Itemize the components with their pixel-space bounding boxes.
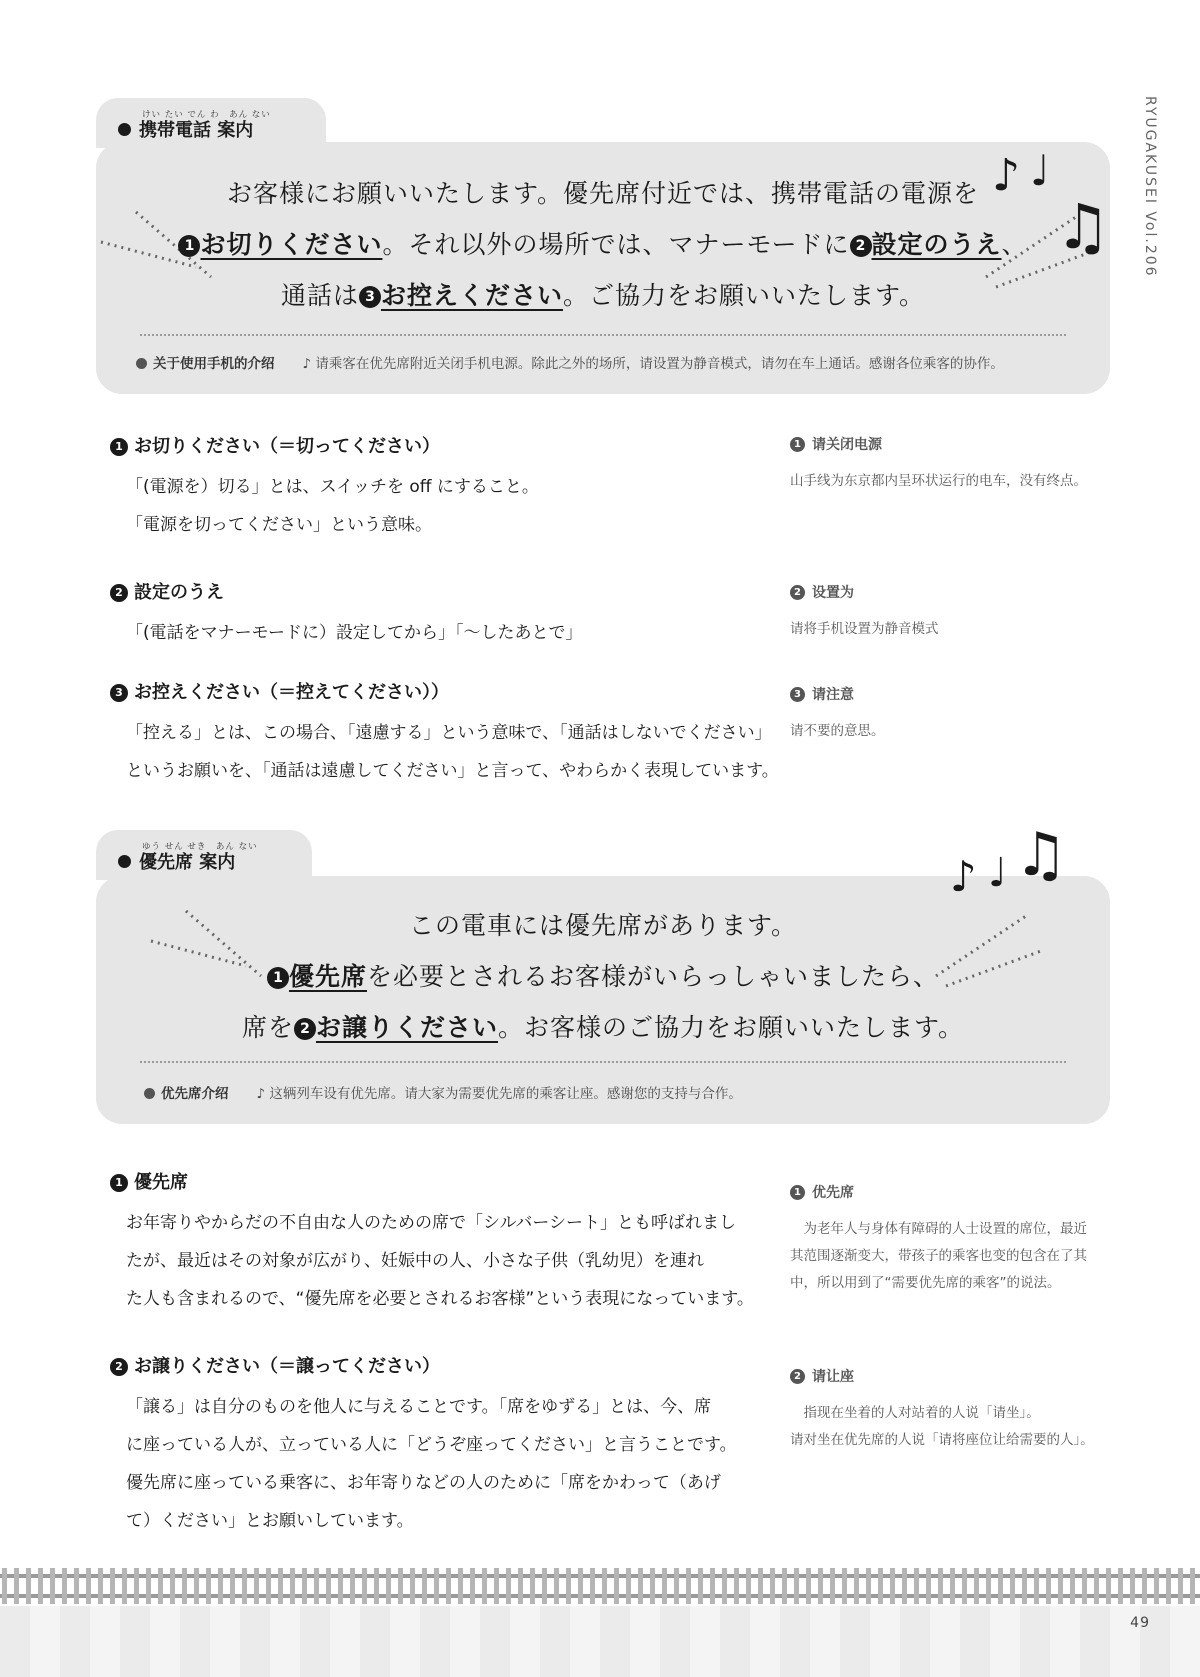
side-note-heading: [790, 684, 1110, 704]
quarter-note-icon: ♩: [1030, 146, 1050, 195]
entry-heading-text: お切りください（＝切ってください）: [134, 436, 440, 457]
entry-heading: [110, 1352, 790, 1378]
side-note-heading: [790, 582, 1110, 602]
number-badge: 3: [359, 286, 381, 308]
section2-tab-ruby: ゆう せん せき あん ない: [142, 842, 258, 852]
entry-body-line: に座っている人が、立っている人に「どうぞ座ってください」と言うことです。: [126, 1435, 737, 1455]
dotted-divider: [140, 1061, 1066, 1063]
side-note-body: [790, 718, 1110, 745]
number-badge: 2: [790, 1369, 805, 1384]
cn-note-label: 关于使用手机的介绍: [153, 356, 275, 372]
number-badge: 1: [110, 438, 128, 456]
entry-heading: [110, 678, 790, 704]
side-note-heading-text: 请关闭电源: [812, 437, 882, 453]
keyword-ohikae: お控えください: [380, 281, 563, 310]
entry-body: [110, 1204, 790, 1318]
keyword-yusenseki: 優先席: [288, 962, 367, 991]
eighth-note-icon: ♪: [950, 852, 977, 901]
announcement-line: [96, 951, 1110, 1002]
railway-track-decoration: [0, 1568, 1200, 1677]
section1-announcement-text: [96, 168, 1110, 321]
number-badge: 1: [790, 437, 805, 452]
entry-heading: [110, 1168, 790, 1194]
side-note-body: [790, 1400, 1110, 1454]
side-note-2-2: [790, 1366, 1110, 1454]
section1-cn-note: [136, 352, 1004, 372]
side-note-line: 指现在坐着的人对站着的人说「请坐」。: [803, 1405, 1040, 1421]
announcement-line-text: 席を: [241, 1013, 294, 1042]
announcement-line-text: この電車には優先席があります。: [408, 911, 797, 940]
number-badge: 1: [267, 967, 289, 989]
announcement-line: [96, 270, 1110, 321]
entry-body-line: て）ください」とお願いしています。: [126, 1511, 414, 1531]
keyword-oyuzuri: お譲りください: [315, 1013, 498, 1042]
beamed-notes-icon: ♫: [1014, 820, 1068, 890]
side-note-2-1: [790, 1182, 1110, 1297]
side-note-line: 为老年人与身体有障碍的人士设置的席位，最近: [803, 1221, 1087, 1237]
number-badge: 2: [850, 235, 872, 257]
number-badge: 2: [110, 584, 128, 602]
bullet-icon: [118, 123, 131, 136]
entry-1-1: [110, 432, 790, 544]
entry-body-line: 「(電話をマナーモードに）設定してから」「～したあとで」: [126, 623, 583, 643]
beamed-notes-icon: ♫: [1055, 190, 1111, 263]
entry-body: [110, 468, 790, 544]
side-note-1-3: [790, 684, 1110, 745]
announcement-line-text: を必要とされるお客様がいらっしゃいましたら、: [367, 962, 940, 991]
entry-1-2: [110, 578, 790, 652]
number-badge: 3: [790, 687, 805, 702]
number-badge: 1: [178, 235, 200, 257]
bullet-icon: [144, 1088, 155, 1099]
section1-title: 携帯電話 案内: [139, 120, 254, 141]
side-note-heading-text: 请注意: [812, 687, 854, 703]
section2-announcement-box: [96, 876, 1110, 1124]
side-note-heading-text: 请让座: [812, 1369, 854, 1385]
side-note-body: [790, 1216, 1110, 1297]
announcement-line: [96, 1002, 1110, 1053]
page-number: 49: [1130, 1615, 1150, 1631]
side-note-line: 请将手机设置为静音模式: [790, 621, 939, 637]
side-note-heading: [790, 1182, 1110, 1202]
keyword-oskiri: お切りください: [200, 230, 383, 259]
entry-body-line: 優先席に座っている乗客に、お年寄りなどの人のために「席をかわって（あげ: [126, 1473, 721, 1493]
entry-body-line: 「譲る」は自分のものを他人に与えることです。「席をゆずる」とは、今、席: [126, 1397, 712, 1417]
announcement-line-text: 。お客様のご協力をお願いいたします。: [498, 1013, 965, 1042]
entry-heading-text: お控えください（＝控えてください））: [134, 682, 449, 703]
section1-announcement-box: [96, 142, 1110, 394]
entry-body-line: 「(電源を）切る」とは、スイッチを off にすること。: [126, 477, 539, 497]
entry-1-3: [110, 678, 790, 790]
entry-body: [110, 1388, 790, 1540]
eighth-note-icon: ♪: [992, 150, 1021, 201]
quarter-note-icon: ♩: [988, 850, 1007, 896]
entry-heading: [110, 578, 790, 604]
entry-body-line: た人も含まれるので、“優先席を必要とされるお客様”という表現になっています。: [126, 1289, 754, 1309]
announcement-line-text: 。それ以外の場所では、マナーモードに: [382, 230, 850, 259]
number-badge: 2: [294, 1018, 316, 1040]
number-badge: 2: [110, 1358, 128, 1376]
side-note-line: 山手线为东京都内呈环状运行的电车，没有终点。: [790, 473, 1087, 489]
number-badge: 3: [110, 684, 128, 702]
section1-tab: [96, 98, 326, 148]
side-note-line: 其范围逐渐变大，带孩子的乘客也变的包含在了其: [790, 1248, 1087, 1264]
entry-body-line: たが、最近はその対象が広がり、妊娠中の人、小さな子供（乳幼児）を連れ: [126, 1251, 704, 1271]
entry-heading-text: 設定のうえ: [134, 582, 224, 603]
cn-note-text: ♪ 请乘客在优先席附近关闭手机电源。除此之外的场所，请设置为静音模式，请勿在车上通话。感谢各位乘客的协作。: [302, 356, 1004, 372]
section2-announcement-text: [96, 900, 1110, 1053]
entry-body-line: 「電源を切ってください」という意味。: [126, 515, 432, 535]
section2-tab: [96, 830, 312, 880]
entry-body-line: 「控える」とは、この場合、「遠慮する」という意味で、「通話はしないでください」: [126, 723, 772, 743]
number-badge: 2: [790, 585, 805, 600]
side-note-heading: [790, 434, 1110, 454]
entry-2-1: [110, 1168, 790, 1318]
side-note-heading-text: 优先席: [812, 1185, 854, 1201]
side-note-heading-text: 设置为: [812, 585, 854, 601]
keyword-settei: 設定のうえ: [871, 230, 1002, 259]
entry-body-line: お年寄りやからだの不自由な人のための席で「シルバーシート」とも呼ばれまし: [126, 1213, 737, 1233]
number-badge: 1: [790, 1185, 805, 1200]
side-note-body: [790, 468, 1110, 495]
entry-2-2: [110, 1352, 790, 1540]
dotted-divider: [140, 334, 1066, 336]
side-note-1-2: [790, 582, 1110, 643]
section1-tab-ruby: けい たい でん わ あん ない: [142, 110, 271, 120]
announcement-line-text: 通話は: [280, 281, 359, 310]
side-note-line: 中，所以用到了“需要优先席的乘客”的说法。: [790, 1275, 1061, 1291]
side-note-1-1: [790, 434, 1110, 495]
bullet-icon: [118, 855, 131, 868]
announcement-line: [96, 219, 1110, 270]
entry-body: [110, 614, 790, 652]
bullet-icon: [136, 358, 147, 369]
announcement-line-text: お客様にお願いいたします。優先席付近では、携帯電話の電源を: [226, 179, 979, 208]
section2-title: 優先席 案内: [139, 852, 236, 873]
side-note-line: 请对坐在优先席的人说「请将座位让给需要的人」。: [790, 1432, 1094, 1448]
entry-heading-text: 優先席: [134, 1172, 188, 1193]
entry-body: [110, 714, 790, 790]
side-note-line: 请不要的意思。: [790, 723, 885, 739]
cn-note-text: ♪ 这辆列车设有优先席。请大家为需要优先席的乘客让座。感谢您的支持与合作。: [256, 1086, 742, 1102]
announcement-line-text: 。ご協力をお願いいたします。: [563, 281, 926, 310]
side-note-heading: [790, 1366, 1110, 1386]
magazine-vertical-title: RYUGAKUSEI Vol.206: [1142, 96, 1158, 278]
section2-cn-note: [144, 1082, 742, 1102]
entry-heading-text: お譲りください（＝譲ってください）: [134, 1356, 440, 1377]
entry-body-line: というお願いを、「通話は遠慮してください」と言って、やわらかく表現しています。: [126, 761, 779, 781]
announcement-line-text: 、: [1001, 230, 1028, 259]
entry-heading: [110, 432, 790, 458]
announcement-line: [96, 168, 1110, 219]
number-badge: 1: [110, 1174, 128, 1192]
side-note-body: [790, 616, 1110, 643]
announcement-line: [96, 900, 1110, 951]
cn-note-label: 优先席介绍: [161, 1086, 229, 1102]
